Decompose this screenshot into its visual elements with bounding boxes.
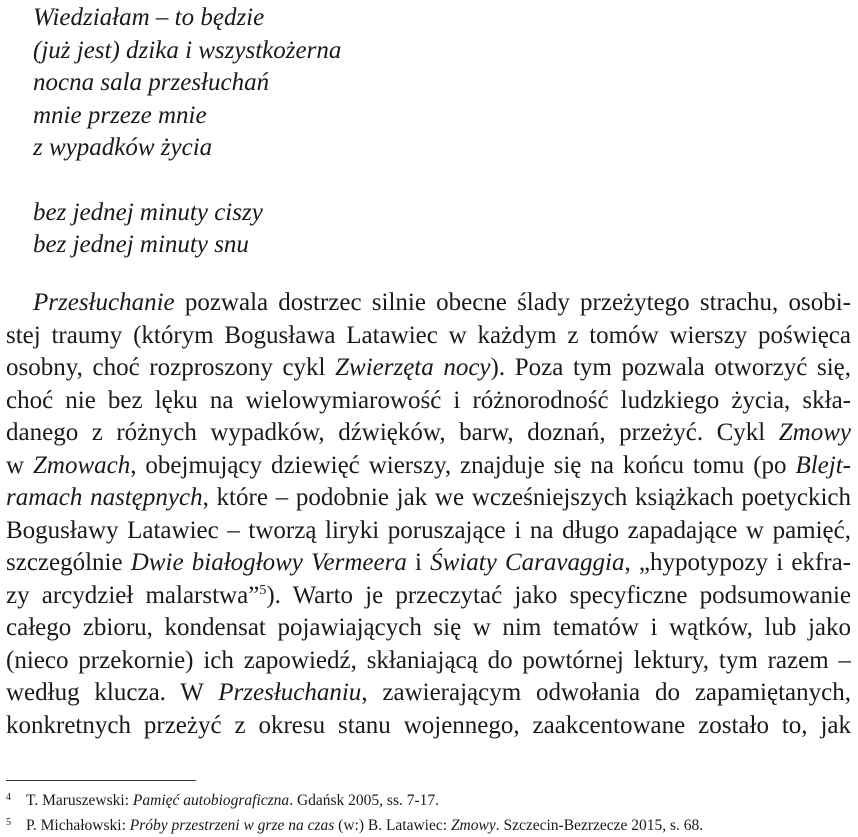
footnote-number: 4 (6, 792, 11, 803)
poem-stanza-2 (33, 197, 341, 262)
text-run: choć nie bez lęku na wielowymiarowość i różnorodność ludzkiego życia, skła- (6, 386, 851, 414)
text-run: pozwala dostrzec silnie obecne ślady przeżytego strachu, osobi- (174, 289, 851, 316)
paragraph-line (6, 320, 851, 353)
text-run: ). Warto je przeczytać jako specyficzne podsumowanie (266, 581, 851, 609)
body-paragraph (6, 287, 851, 742)
paragraph-line (6, 385, 851, 418)
footnote-number: 5 (6, 817, 11, 828)
italic-title: Próby przestrzeni w grze na czas (129, 817, 335, 834)
text-run: osobny, choć rozproszony cykl (6, 354, 336, 381)
paragraph-line (6, 710, 851, 743)
italic-title: Zmowy (450, 817, 496, 834)
italic-title: ramach następnych (6, 484, 203, 511)
text-run: i (406, 549, 431, 576)
text-run: T. Maruszewski: (26, 792, 133, 809)
italic-title: Przesłuchaniu (218, 679, 362, 706)
footnote-4 (6, 787, 851, 812)
paragraph-line (6, 352, 851, 385)
footnote-ref: 5 (259, 582, 267, 598)
italic-title: Pamięć autobiograficzna (132, 792, 290, 809)
italic-title: Blejt- (795, 451, 851, 479)
poem-line: bez jednej minuty snu (33, 231, 249, 258)
paragraph-line (6, 417, 851, 450)
text-run: danego z różnych wypadków, dźwięków, barw, doznań, przeżyć. Cykl (6, 419, 779, 446)
poem-line: mnie przeze mnie (33, 101, 207, 129)
paragraph-line (6, 287, 851, 320)
italic-title: Zmowach (32, 451, 131, 479)
italic-title: Zmowy (778, 419, 851, 446)
text-run: . Gdańsk 2005, ss. 7-17. (289, 792, 440, 809)
poem-line: Wiedziałam – to będzie (33, 4, 265, 31)
poem-line: (już jest) dzika i wszystkożerna (33, 36, 342, 64)
poem-line: z wypadków życia (33, 134, 213, 161)
italic-title: Dwie białogłowy Vermeera (130, 549, 407, 576)
poem-stanza-1 (33, 2, 341, 165)
text-run: , zawierającym odwołania do zapamiętanych, (361, 679, 851, 706)
paragraph-line (6, 515, 851, 548)
text-run: , „hypotypozy i ekfra- (624, 549, 851, 576)
footnotes (6, 787, 851, 837)
paragraph-line (6, 645, 851, 678)
text-run: P. Michałowski: (26, 817, 130, 834)
poem-line: bez jednej minuty ciszy (33, 198, 263, 226)
paragraph-line (6, 677, 851, 710)
italic-title: Zwierzęta nocy (335, 354, 491, 381)
footnote-separator (6, 780, 196, 781)
paragraph-line (6, 580, 851, 613)
italic-title: Przesłuchanie (33, 289, 175, 316)
poem (33, 2, 341, 294)
text-run: szczególnie (6, 549, 131, 576)
text-run: ). Poza tym pozwala otworzyć się, (490, 354, 851, 381)
text-run: , które – podobnie jak we wcześniejszych książkach poetyckich (202, 484, 851, 511)
poem-line: nocna sala przesłuchań (33, 69, 270, 96)
text-run: (nieco przekornie) ich zapowiedź, skłaniającą do powtórnej lektury, tym razem – (6, 646, 851, 674)
text-run: . Szczecin-Bezrzecze 2015, s. 68. (495, 817, 704, 834)
text-run: całego zbioru, kondensat pojawiających się w nim tematów i wątków, lub jako (6, 614, 851, 641)
text-run: , obejmujący dziewięć wierszy, znajduje się na końcu tomu (po (130, 451, 796, 479)
paragraph-line (6, 450, 851, 483)
paragraph-line (6, 482, 851, 515)
text-run: Bogusławy Latawiec – tworzą liryki poruszające i na długo zapadające w pamięć, (6, 516, 851, 544)
paragraph-line (6, 547, 851, 580)
text-run: w (6, 451, 33, 479)
footnote-5 (6, 812, 851, 837)
text-run: według klucza. W (6, 679, 219, 706)
italic-title: Światy Caravaggia (430, 549, 625, 576)
text-run: stej traumy (którym Bogusława Latawiec w każdym z tomów wierszy poświęca (6, 321, 851, 349)
text-run: (w:) B. Latawiec: (334, 817, 451, 834)
paragraph-line (6, 612, 851, 645)
text-run: konkretnych przeżyć z okresu stanu wojennego, zaakcentowane zostało to, jak (6, 711, 851, 739)
text-run: zy arcydzieł malarstwa” (6, 581, 260, 609)
